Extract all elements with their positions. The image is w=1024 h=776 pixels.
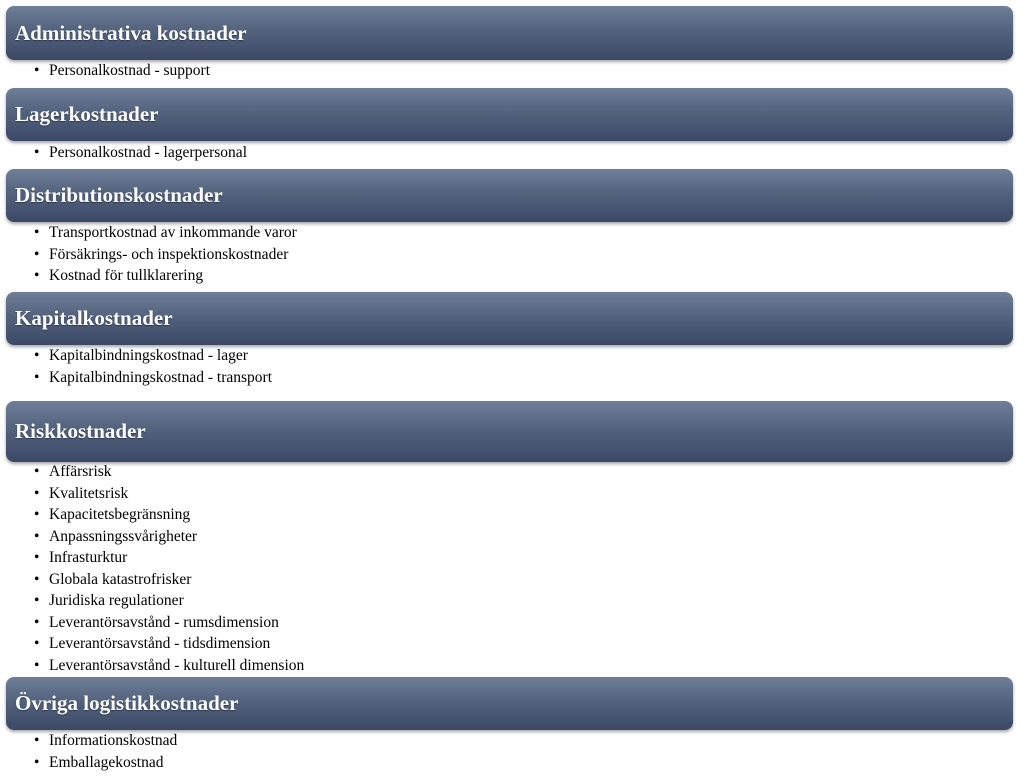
list-item-label: Kapacitetsbegränsning xyxy=(49,506,191,523)
section-title: Kapitalkostnader xyxy=(15,306,173,330)
bullet: • xyxy=(34,753,40,771)
list-item xyxy=(34,730,177,752)
list-item xyxy=(34,60,210,82)
list-item-label: Affärsrisk xyxy=(49,463,112,480)
section-items-administrativa xyxy=(34,60,210,82)
bullet: • xyxy=(34,224,40,241)
section-header-administrativa xyxy=(6,6,1013,60)
section-items-kapitalkostnader xyxy=(34,345,272,388)
section-header-distributionskostnader xyxy=(6,169,1013,222)
section-title: Administrativa kostnader xyxy=(15,20,247,45)
list-item-label: Kapitalbindningskostnad - lager xyxy=(49,347,248,364)
list-item-label: Kvalitetsrisk xyxy=(49,484,129,502)
list-item-label: Kapitalbindningskostnad - transport xyxy=(49,368,272,386)
bullet: • xyxy=(34,484,40,502)
section-header-kapitalkostnader xyxy=(6,292,1013,345)
list-item-label: Leverantörsavstånd - tidsdimension xyxy=(49,635,271,652)
section-items-lagerkostnader xyxy=(34,142,247,164)
bullet: • xyxy=(34,62,40,79)
list-item-label: Leverantörsavstånd - kulturell dimension xyxy=(49,656,305,674)
bullet: • xyxy=(34,635,40,652)
list-item-label: Juridiska regulationer xyxy=(49,592,184,609)
list-item-label: Infrasturktur xyxy=(49,549,128,566)
list-item-label: Personalkostnad - lagerpersonal xyxy=(49,144,247,161)
list-item xyxy=(34,612,304,634)
bullet: • xyxy=(34,656,40,674)
list-item-label: Globala katastrofrisker xyxy=(49,570,192,588)
bullet: • xyxy=(34,549,40,566)
list-item-label: Informationskostnad xyxy=(49,732,178,749)
section-title: Lagerkostnader xyxy=(15,102,159,126)
bullet: • xyxy=(34,613,40,631)
list-item xyxy=(34,633,304,655)
bullet: • xyxy=(34,527,40,545)
section-title: Övriga logistikkostnader xyxy=(15,691,239,715)
list-item xyxy=(34,526,304,548)
list-item xyxy=(34,244,297,266)
bullet: • xyxy=(34,347,40,364)
section-items-riskkostnader xyxy=(34,461,304,676)
list-item xyxy=(34,222,297,244)
bullet: • xyxy=(34,463,40,480)
section-header-ovriga xyxy=(6,677,1013,730)
list-item xyxy=(34,461,304,483)
section-items-ovriga xyxy=(34,730,177,773)
list-item-label: Transportkostnad av inkommande varor xyxy=(49,224,297,241)
bullet: • xyxy=(34,144,40,161)
bullet: • xyxy=(34,506,40,523)
bullet: • xyxy=(34,245,40,263)
list-item-label: Försäkrings- och inspektionskostnader xyxy=(49,245,289,263)
list-item-label: Personalkostnad - support xyxy=(49,62,211,79)
list-item-label: Leverantörsavstånd - rumsdimension xyxy=(49,613,279,631)
list-item xyxy=(34,655,304,677)
list-item xyxy=(34,504,304,526)
list-item xyxy=(34,547,304,569)
bullet: • xyxy=(34,267,40,284)
bullet: • xyxy=(34,570,40,588)
section-items-distributionskostnader xyxy=(34,222,297,287)
list-item xyxy=(34,345,272,367)
section-title: Distributionskostnader xyxy=(15,183,223,207)
bullet: • xyxy=(34,368,40,386)
list-item xyxy=(34,569,304,591)
list-item-label: Emballagekostnad xyxy=(49,753,164,771)
list-item xyxy=(34,265,297,287)
section-title: Riskkostnader xyxy=(15,419,146,443)
list-item xyxy=(34,752,177,774)
list-item xyxy=(34,590,304,612)
section-header-lagerkostnader xyxy=(6,88,1013,141)
list-item-label: Anpassningssvårigheter xyxy=(49,527,198,545)
list-item-label: Kostnad för tullklarering xyxy=(49,267,204,284)
list-item xyxy=(34,483,304,505)
bullet: • xyxy=(34,732,40,749)
section-header-riskkostnader xyxy=(6,401,1013,462)
bullet: • xyxy=(34,592,40,609)
list-item xyxy=(34,142,247,164)
list-item xyxy=(34,367,272,389)
